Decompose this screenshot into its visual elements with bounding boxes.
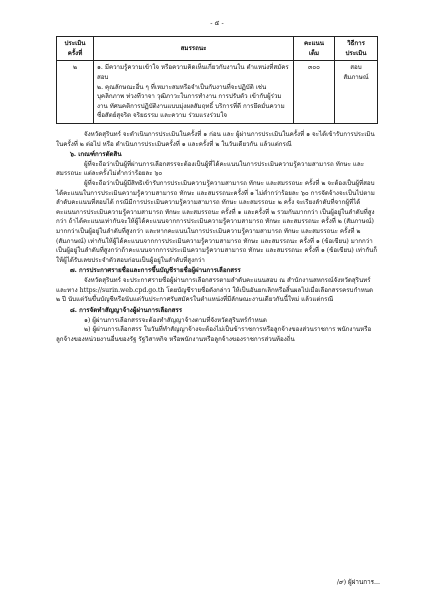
continuation-note: /๙) ผู้ผ่านการ...	[336, 579, 380, 587]
paragraph-announcement: จังหวัดสุรินทร์ จะประกาศรายชื่อผู้ผ่านการเลือกสรรตามลำดับคะแนนสอบ ณ สำนักงานสหกรณ์จังหวัดสุรินทร์ และทาง https://surin.web.cpd.go.th โดยบัญชีรายชื่อดังกล่าว ให้เป็นอันยกเลิกหรือสิ้นผลไปเมื่อเลือกสรรครบกำหนด ๒ ปี นับแต่วันขึ้นบัญชีหรือนับแต่วันประกาศรับสมัครในตำแหน่งที่มีลักษณะงานเดียวกันนี้ใหม่ แล้วแต่กรณี	[56, 277, 374, 304]
cell-score: ๓๐๐	[294, 61, 335, 124]
header-full-score: คะแนน เต็ม	[294, 37, 335, 61]
section-8-heading: ๘. การจัดทำสัญญาจ้างผู้ผ่านการเลือกสรร	[70, 306, 183, 314]
table-row	[57, 61, 378, 124]
paragraph-ranking-rules: ผู้ที่จะถือว่าเป็นผู้มีสิทธิเข้ารับการประเมินความรู้ความสามารถ ทักษะ และสมรรถนะ ครั้งที่ ๒ จะต้องเป็นผู้ที่สอบได้คะแนนในการประเมินความรู้ความสามารถ ทักษะ และสมรรถนะครั้งที่ ๑ ไม่ต่ำกว่าร้อยละ ๖๐ การจัดจ้างจะเป็นไปตามลำดับคะแนนที่สอบได้ กรณีมีการประเมินความรู้ความสามารถ ทักษะ และสมรรถนะ ๒ ครั้ง จะเรียงลำดับที่จากผู้ที่ได้คะแนนการประเมินความรู้ความสามารถ ทักษะ และสมรรถนะ ครั้งที่ ๑ และครั้งที่ ๒ รวมกันมากกว่า เป็นผู้อยู่ในลำดับที่สูงกว่า ถ้าได้คะแนนเท่ากันจะให้ผู้ได้คะแนนจากการประเมินความรู้ความสามารถ ทักษะ และสมรรถนะ ครั้งที่ ๒ (สัมภาษณ์) มากกว่าเป็นผู้อยู่ในลำดับที่สูงกว่า และหากคะแนนในการประเมินความรู้ความสามารถ ทักษะ และสมรรถนะ ครั้งที่ ๒ (สัมภาษณ์) เท่ากันให้ผู้ได้คะแนนจากการประเมินความรู้ความสามารถ ทักษะ และสมรรถนะ ครั้งที่ ๑ (ข้อเขียน) มากกว่าเป็นผู้อยู่ในลำดับที่สูงกว่าถ้าคะแนนจากการประเมินความรู้ความสามารถ ทักษะ และสมรรถนะ ครั้งที่ ๑ (ข้อเขียน) เท่ากันก็ให้ผู้ได้รับเลขประจำตัวสอบก่อนเป็นผู้อยู่ในลำดับที่สูงกว่า	[56, 179, 378, 264]
assessment-table	[56, 36, 378, 124]
criterion-2: ๒. คุณลักษณะอื่น ๆ ที่เหมาะสมหรือจำเป็นกับงานที่จะปฏิบัติ เช่น บุคลิกภาพ ท่วงทีวาจา วุฒิภาวะในการทำงาน การปรับตัว เข้ากับผู้ร่วมงาน ทัศนคติการปฏิบัติงานแบบมุ่งผลสัมฤทธิ์ บริการที่ดี การยึดมั่นความซื่อสัตย์สุจริต จริยธรรม และความ ร่วมแรงร่วมใจ	[97, 83, 285, 120]
paragraph-round-procedure: จังหวัดสุรินทร์ จะดำเนินการประเมินในครั้งที่ ๑ ก่อน และ ผู้ผ่านการประเมินในครั้งที่ ๑ จะได้เข้ารับการประเมินในครั้งที่ ๒ ต่อไป หรือ ดำเนินการประเมินครั้งที่ ๑ และครั้งที่ ๒ ในวันเดียวกัน แล้วแต่กรณี	[56, 130, 375, 148]
criterion-1: ๑. มีความรู้ความเข้าใจ หรือความคิดเห็นเกี่ยวกับงานใน ตำแหน่งที่สมัครสอบ	[97, 64, 289, 81]
cell-round: ๒	[57, 61, 94, 124]
header-round: ประเมิน ครั้งที่	[57, 37, 94, 61]
header-competency: สมรรถนะ	[94, 37, 294, 61]
cell-method: สอบ สัมภาษณ์	[335, 61, 378, 124]
page-number: - ๕ -	[210, 19, 224, 27]
section-7-heading: ๗. การประกาศรายชื่อและการขึ้นบัญชีรายชื่อผู้ผ่านการเลือกสรร	[70, 267, 241, 275]
section-6-heading: ๖. เกณฑ์การตัดสิน	[70, 151, 122, 159]
cell-criteria	[94, 61, 294, 124]
header-method: วิธีการ ประเมิน	[335, 37, 378, 61]
table-header-row	[57, 37, 378, 61]
paragraph-pass-criteria: ผู้ที่จะถือว่าเป็นผู้ที่ผ่านการเลือกสรรจะต้องเป็นผู้ที่ได้คะแนนในการประเมินความรู้ความสามารถ ทักษะ และสมรรถนะ แต่ละครั้งไม่ต่ำกว่าร้อยละ ๖๐	[56, 160, 365, 178]
paragraph-contract-2: ๒) ผู้ผ่านการเลือกสรร ในวันที่ทำสัญญาจ้างจะต้องไม่เป็นข้าราชการหรือลูกจ้างของส่วนราชการ พนักงานหรือลูกจ้างของหน่วยงานอื่นของรัฐ รัฐวิสาหกิจ หรือพนักงานหรือลูกจ้างของราชการส่วนท้องถิ่น	[56, 326, 372, 343]
paragraph-contract-1: ๑) ผู้ผ่านการเลือกสรรจะต้องทำสัญญาจ้างตามที่จังหวัดสุรินทร์กำหนด	[84, 316, 267, 324]
